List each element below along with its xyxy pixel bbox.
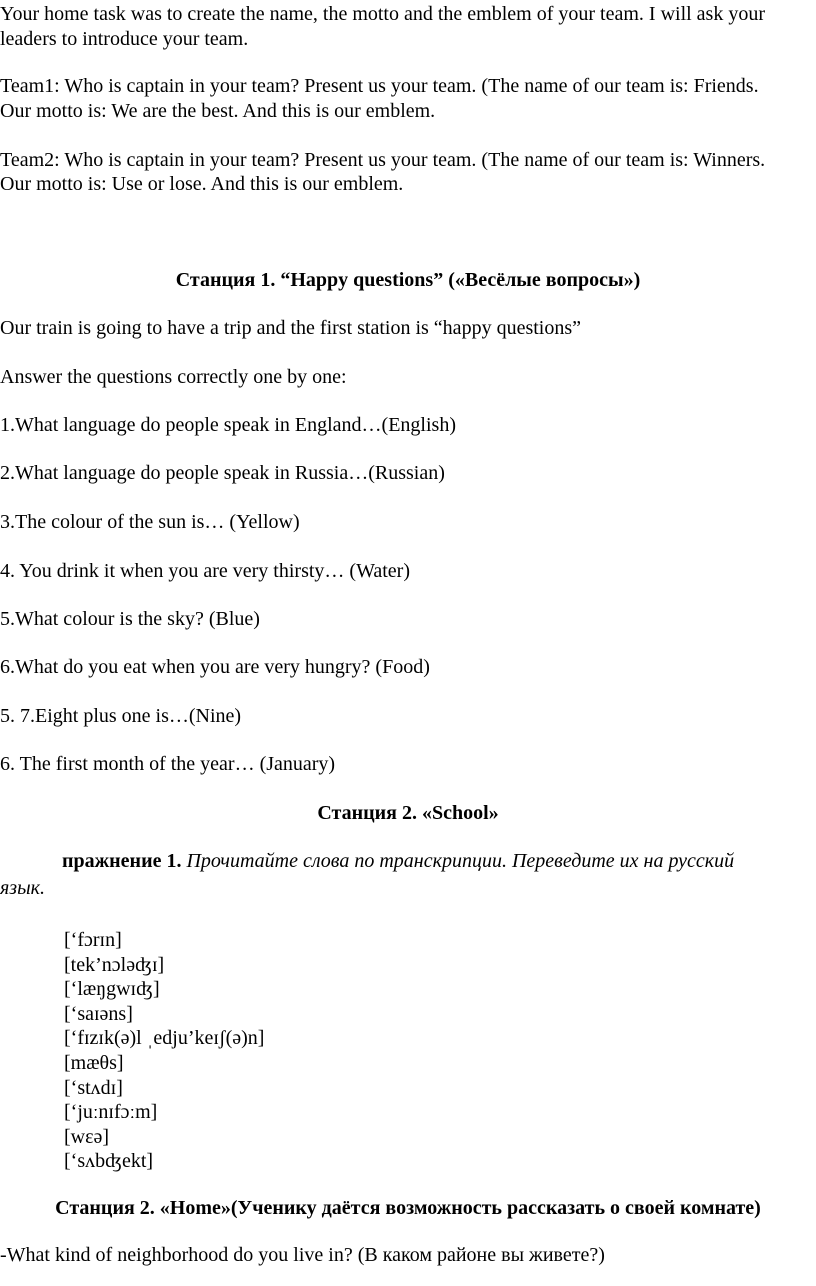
transcription: [‘stʌdɪ]: [64, 1076, 123, 1099]
transcription: [‘læŋgwɪʤ]: [64, 978, 160, 1001]
station2-school-heading: Станция 2. «School»: [317, 802, 499, 824]
question-item: 6. The first month of the year… (January): [0, 753, 336, 775]
question-item: 2.What language do people speak in Russia…(Russian): [0, 462, 445, 484]
transcription: [‘juːnɪfɔːm]: [64, 1101, 158, 1124]
question-item: 4. You drink it when you are very thirsty… (Water): [0, 560, 410, 582]
transcription: [wɛə]: [64, 1125, 110, 1148]
transcription: [‘sʌbʤekt]: [64, 1150, 154, 1173]
team1-line-2: Our motto is: We are the best. And this is our emblem.: [0, 100, 436, 122]
station1-heading: Станция 1. “Happy questions” («Весёлые вопросы»): [175, 269, 641, 291]
transcription: [‘fɪzɪk(ə)l ˌedju’keɪʃ(ə)n]: [64, 1027, 265, 1050]
transcription: [‘fɔrɪn]: [64, 929, 122, 951]
team2-line-1: Team2: Who is captain in your team? Present us your team. (The name of our team is: Winners.: [0, 149, 766, 171]
intro-line-2: leaders to introduce your team.: [0, 28, 249, 50]
question-item: 3.The colour of the sun is… (Yellow): [0, 511, 300, 533]
station2-home-heading: Станция 2. «Home»(Ученику даётся возможность рассказать о своей комнате): [55, 1197, 761, 1219]
intro-line-1: Your home task was to create the name, the motto and the emblem of your team. I will ask your: [0, 3, 765, 25]
transcription: [mæθs]: [64, 1051, 124, 1074]
exercise-label: пражнение 1.: [62, 850, 182, 872]
exercise-instruction: [62, 849, 734, 873]
exercise-text: Прочитайте слова по транскрипции. Переведите их на русский: [186, 850, 735, 872]
station1-instruction: Answer the questions correctly one by one:: [0, 366, 347, 388]
transcription: [tek’nɔləʤɪ]: [64, 953, 165, 976]
station1-intro: Our train is going to have a trip and the first station is “happy questions”: [0, 317, 581, 339]
question-item: 5. 7.Eight plus one is…(Nine): [0, 705, 242, 727]
team2-line-2: Our motto is: Use or lose. And this is our emblem.: [0, 173, 404, 195]
transcription: [‘saɪəns]: [64, 1002, 133, 1025]
question-item: 6.What do you eat when you are very hungry? (Food): [0, 656, 430, 678]
home-question: -What kind of neighborhood do you live in? (В каком районе вы живете?): [0, 1244, 605, 1266]
question-item: 1.What language do people speak in England…(English): [0, 414, 456, 436]
question-item: 5.What colour is the sky? (Blue): [0, 608, 260, 630]
exercise-text-continued: язык.: [0, 877, 45, 899]
team1-line-1: Team1: Who is captain in your team? Present us your team. (The name of our team is: Friends.: [0, 75, 759, 97]
